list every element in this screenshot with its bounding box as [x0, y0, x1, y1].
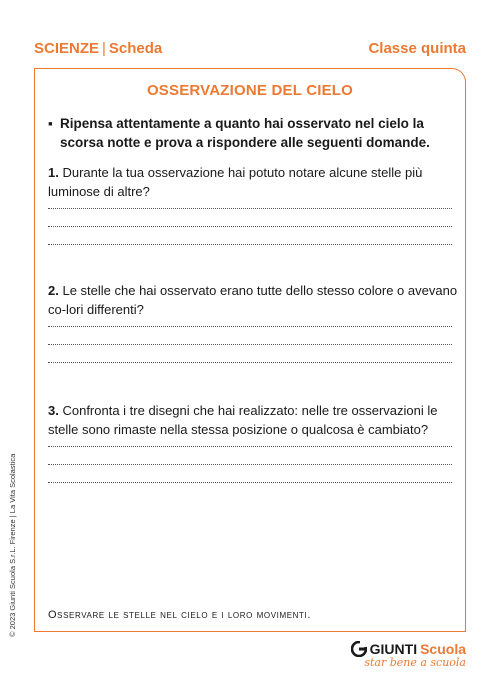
card-frame: [34, 68, 466, 632]
question-text: Le stelle che hai osservato erano tutte dello stesso colore o avevano co-lori differenti?: [48, 283, 458, 317]
answer-line-3-2[interactable]: [48, 464, 452, 465]
question-1: [48, 163, 458, 201]
question-text: Durante la tua osservazione hai potuto notare alcune stelle più luminose di altre?: [48, 165, 423, 199]
header-left: [34, 40, 162, 57]
question-3: [48, 401, 458, 439]
copyright-text: © 2023 Giunti Scuola S.r.L. Firenze | La Vita Scolastica: [8, 453, 17, 637]
intro-instruction: [48, 114, 458, 152]
footer-topic: Osservare le stelle nel cielo e i loro movimenti.: [48, 609, 312, 621]
page-title: OSSERVAZIONE DEL CIELO: [146, 82, 354, 99]
question-number: 1.: [48, 165, 59, 180]
answer-line-1-2[interactable]: [48, 226, 452, 227]
answer-line-2-2[interactable]: [48, 344, 452, 345]
header-separator: |: [102, 40, 106, 57]
giunti-g-icon: [351, 641, 367, 657]
logo-brand-accent: Scuola: [420, 641, 466, 657]
subject-label: SCIENZE: [34, 40, 100, 57]
question-2: [48, 281, 458, 319]
answer-line-2-3[interactable]: [48, 362, 452, 363]
publisher-logo: [351, 641, 466, 669]
answer-line-3-1[interactable]: [48, 446, 452, 447]
logo-brand: GIUNTI: [369, 641, 418, 657]
question-number: 3.: [48, 403, 59, 418]
question-text: Confronta i tre disegni che hai realizzato: nelle tre osservazioni le stelle sono rimaste nella stessa posizione o qualcosa è cambiato?: [48, 403, 438, 437]
sheet-type-label: Scheda: [108, 40, 163, 57]
grade-label: Classe quinta: [368, 40, 466, 57]
answer-line-3-3[interactable]: [48, 482, 452, 483]
intro-text: Ripensa attentamente a quanto hai osservato nel cielo la scorsa notte e prova a rispondere alle seguenti domande.: [60, 116, 430, 150]
answer-line-1-3[interactable]: [48, 244, 452, 245]
bullet-icon: ▪: [48, 116, 53, 131]
answer-line-2-1[interactable]: [48, 326, 452, 327]
question-number: 2.: [48, 283, 59, 298]
card-frame-bottom: [34, 631, 466, 632]
logo-tagline: star bene a scuola: [364, 656, 466, 669]
answer-line-1-1[interactable]: [48, 208, 452, 209]
card-frame-left: [34, 68, 35, 632]
